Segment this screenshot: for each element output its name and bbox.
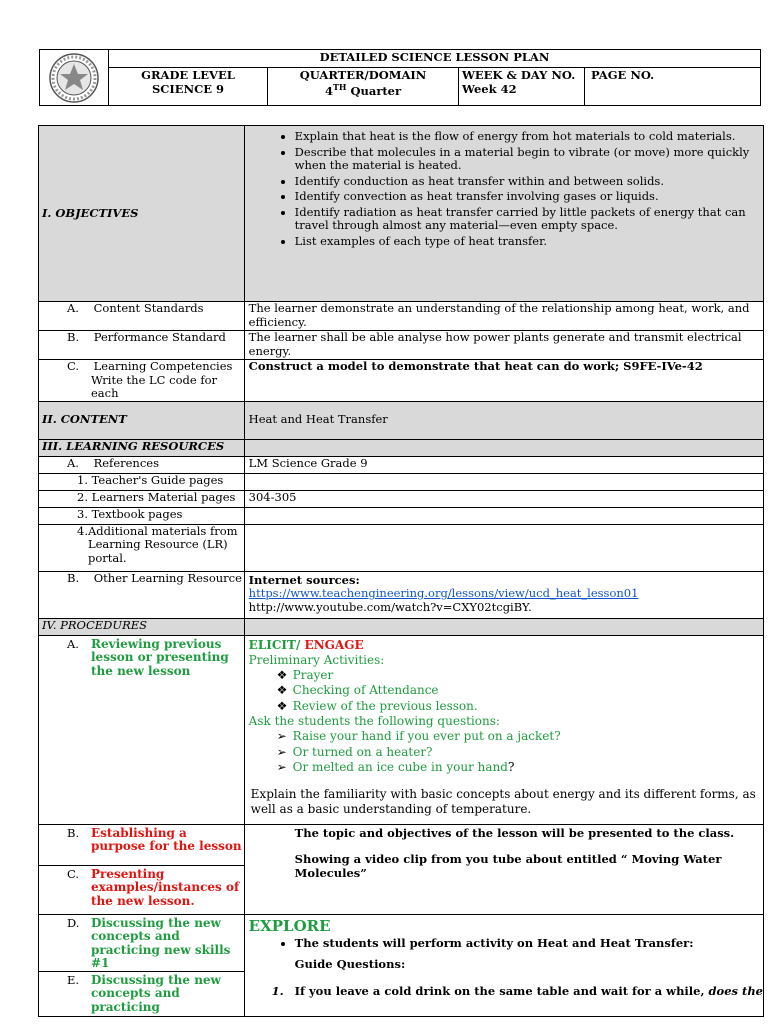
objectives-row	[39, 126, 764, 302]
youtube-url: http://www.youtube.com/watch?v=CXY02tcgiBY.	[248, 599, 532, 614]
explore-item: • The students will perform activity on Heat and Heat Transfer:	[295, 937, 763, 951]
content-standards-label-cell: A. Content Standards	[39, 302, 245, 331]
list-item: ➢ Or turned on a heater?	[276, 744, 433, 759]
procedures-label: IV. PROCEDURES	[42, 617, 148, 632]
content-standards-row	[39, 302, 764, 331]
content-standards-label: Content Standards	[93, 301, 204, 315]
week-cell	[459, 68, 585, 106]
quarter-label: QUARTER/DOMAIN	[299, 68, 427, 82]
list-item: ❖ Review of the previous lesson.	[276, 698, 478, 713]
competencies-label-cell: C. Learning Competencies Write the LC code for each	[39, 360, 245, 402]
performance-standard-label: Performance Standard	[93, 330, 226, 344]
grade-level-label: GRADE LEVEL	[141, 68, 235, 82]
learners-material-row	[39, 490, 764, 507]
procedure-a-content	[244, 635, 763, 824]
procedure-a-label: Reviewing previous lesson or presenting the new lesson	[91, 636, 229, 678]
quarter-value: 4TH Quarter	[324, 82, 402, 98]
preliminary-list	[249, 668, 763, 714]
video-clip-text: Showing a video clip from you tube about entitled “ Moving Water Molecules”	[294, 852, 722, 880]
references-value: LM Science Grade 9	[244, 456, 763, 473]
guide-questions-heading: Guide Questions:	[294, 957, 406, 971]
lesson-plan-table	[38, 125, 764, 1017]
other-resource-cell	[244, 571, 763, 618]
procedures-header-row	[39, 618, 764, 635]
list-item: ❖ Checking of Attendance	[276, 683, 439, 698]
procedure-d-content	[244, 914, 763, 1016]
internet-sources-heading: Internet sources:	[248, 572, 360, 587]
objectives-label-cell	[39, 126, 245, 302]
content-label-cell	[39, 401, 245, 439]
procedure-a-row: A. Reviewing previous lesson or presenting the new lesson ELICIT/ ENGAGE Preliminary Activities: ❖ Prayer ❖ Checking of Attendance ❖ Review of the previous lesson. Ask the students the following questions: ➢ Raise your hand if you ever put on a jacket? ➢ Or turned on a heater? ➢ Or melted an ice cube in your hand? Explain the familiarity with basic concepts about energy and its different forms, as well as a basic understanding of temperature.	[39, 635, 764, 824]
teachers-guide-label: 1. Teacher's Guide pages	[39, 473, 245, 490]
procedure-c-row: C. Presenting examples/instances of the new lesson.	[39, 865, 764, 914]
references-label: References	[93, 455, 159, 470]
additional-materials-label: Additional materials from Learning Resource (LR) portal.	[87, 523, 238, 565]
list-item: ➢ Or melted an ice cube in your hand?	[276, 759, 515, 774]
objective-item: • Describe that molecules in a material begin to vibrate (or move) more quickly when the material is heated.	[295, 146, 763, 173]
deped-seal-icon	[40, 52, 108, 102]
teachengineering-link[interactable]: https://www.teachengineering.org/lessons/view/ucd_heat_lesson01	[248, 586, 639, 600]
procedure-b-row: B. Establishing a purpose for the lesson The topic and objectives of the lesson will be presented to the class. Showing a video clip from you tube about entitled “ Moving Water Molecules”	[39, 824, 764, 865]
performance-standard-value: The learner shall be able analyse how power plants generate and transmit electrical energy.	[244, 331, 763, 360]
competencies-sublabel: Write the LC code for each	[91, 372, 218, 400]
list-item: ❖ Prayer	[276, 668, 334, 683]
objectives-presented-text: The topic and objectives of the lesson will be presented to the class.	[294, 825, 735, 840]
elicit-label: ELICIT/	[248, 637, 301, 652]
performance-standard-label-cell: B. Performance Standard	[39, 331, 245, 360]
objective-item: • Identify radiation as heat transfer carried by little packets of energy that can travel through almost any material—even empty space.	[295, 206, 763, 233]
objectives-cell	[244, 126, 763, 302]
resources-label: III. LEARNING RESOURCES	[42, 438, 225, 453]
header-table	[39, 49, 761, 106]
guide-question-1: 1. If you leave a cold drink on the same table and wait for a while, does the	[271, 984, 763, 998]
ask-heading: Ask the students the following questions:	[248, 713, 500, 728]
content-value: Heat and Heat Transfer	[244, 401, 763, 439]
procedure-d-row: D. Discussing the new concepts and practicing new skills #1 EXPLORE • The students will perform activity on Heat and Heat Transfer: Guide Questions: 1. If you leave a cold drink on the same table and wait for a while, does the	[39, 914, 764, 971]
performance-standard-row	[39, 331, 764, 360]
procedure-c-label: Presenting examples/instances of the new lesson.	[91, 866, 240, 908]
preliminary-heading: Preliminary Activities:	[248, 652, 385, 667]
references-row: A. References LM Science Grade 9	[39, 456, 764, 473]
competencies-value: Construct a model to demonstrate that heat can do work; S9FE-IVe-42	[244, 360, 763, 402]
procedure-e-row: E. Discussing the new concepts and practicing	[39, 971, 764, 1016]
objective-item: • List examples of each type of heat transfer.	[295, 235, 763, 249]
page-label: PAGE NO.	[591, 68, 655, 82]
week-label: WEEK & DAY NO.	[462, 68, 576, 82]
grade-level-cell	[109, 68, 268, 106]
quarter-cell	[268, 68, 459, 106]
content-label: II. CONTENT	[42, 412, 127, 427]
engage-label: ENGAGE	[304, 637, 364, 652]
explain-text: Explain the familiarity with basic concepts about energy and its different forms, as well as a basic understanding of temperature.	[250, 787, 756, 817]
page-cell	[585, 68, 761, 106]
seal-cell	[40, 50, 109, 106]
procedure-b-content	[244, 824, 763, 914]
objectives-label: I. OBJECTIVES	[42, 205, 139, 220]
questions-list	[249, 729, 763, 775]
procedure-b-label: Establishing a purpose for the lesson	[91, 825, 242, 853]
other-resource-row: B. Other Learning Resource Internet sources: https://www.teachengineering.org/lessons/view/ucd_heat_lesson01 http://www.youtube.com/watch?v=CXY02tcgiBY.	[39, 571, 764, 618]
competencies-label: Learning Competencies	[93, 359, 233, 373]
textbook-label: 3. Textbook pages	[39, 507, 245, 524]
resources-label-cell	[39, 439, 245, 456]
additional-materials-row: 4. Additional materials from Learning Resource (LR) portal.	[39, 524, 764, 571]
grade-level-value: SCIENCE 9	[151, 82, 225, 96]
procedures-label-cell	[39, 618, 245, 635]
explore-heading: EXPLORE	[248, 916, 331, 935]
objectives-list	[245, 130, 763, 248]
competencies-row	[39, 360, 764, 402]
objective-item: • Identify conduction as heat transfer within and between solids.	[295, 175, 763, 189]
learners-material-label: 2. Learners Material pages	[39, 490, 245, 507]
textbook-row	[39, 507, 764, 524]
content-standards-value: The learner demonstrate an understanding of the relationship among heat, work, and efficiency.	[244, 302, 763, 331]
objective-item: • Explain that heat is the flow of energy from hot materials to cold materials.	[295, 130, 763, 144]
objective-item: • Identify convection as heat transfer involving gases or liquids.	[295, 190, 763, 204]
teachers-guide-row	[39, 473, 764, 490]
resources-header-row	[39, 439, 764, 456]
learners-material-value: 304-305	[244, 490, 763, 507]
week-value: Week 42	[462, 82, 517, 96]
procedure-e-label: Discussing the new concepts and practicing	[91, 972, 221, 1014]
content-row	[39, 401, 764, 439]
list-item: ➢ Raise your hand if you ever put on a jacket?	[276, 729, 561, 744]
lesson-plan-title: DETAILED SCIENCE LESSON PLAN	[109, 50, 761, 68]
other-resource-label: Other Learning Resource	[93, 570, 242, 585]
procedure-d-label: Discussing the new concepts and practicing new skills #1	[91, 915, 231, 970]
